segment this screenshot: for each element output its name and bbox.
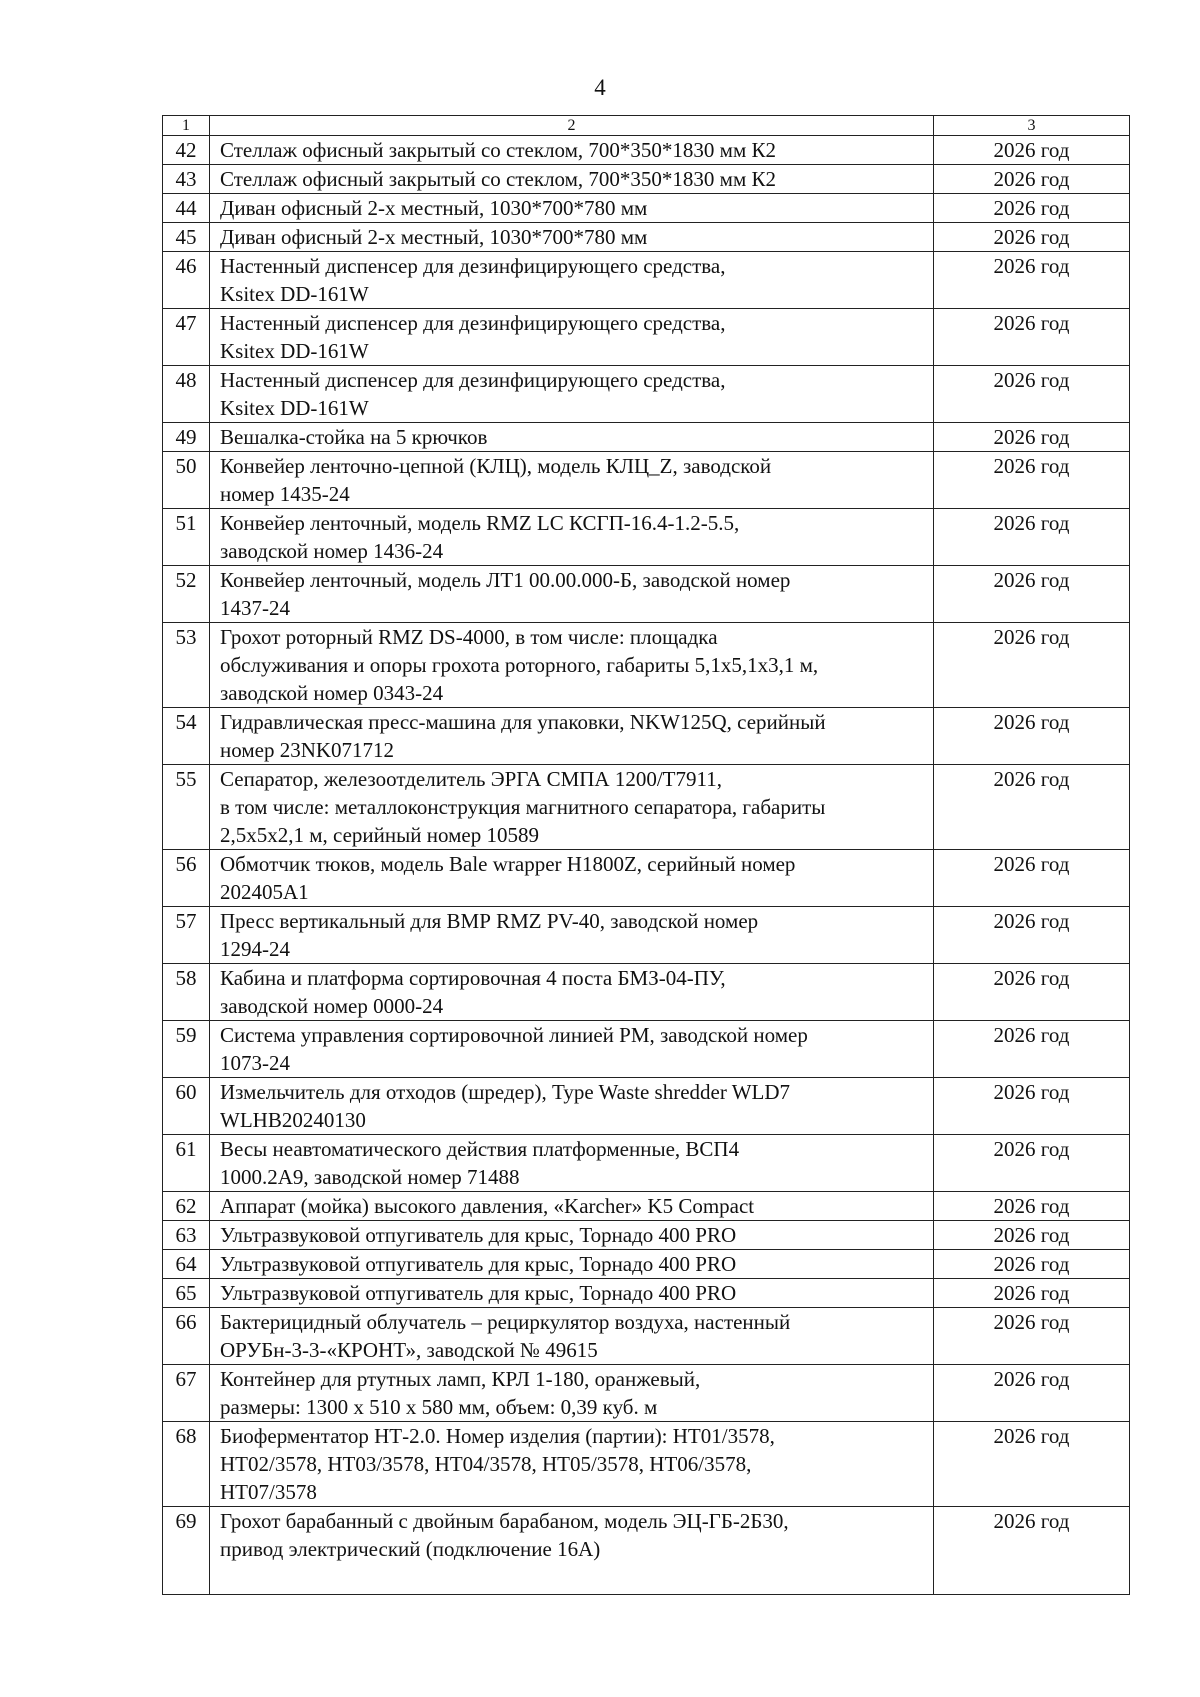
table-row bbox=[163, 366, 1130, 423]
table-row bbox=[163, 1021, 1130, 1078]
item-name-cell bbox=[210, 452, 934, 509]
row-number-cell: 60 bbox=[163, 1078, 210, 1135]
row-number-cell: 65 bbox=[163, 1279, 210, 1308]
row-number-cell: 53 bbox=[163, 623, 210, 708]
row-number-cell: 49 bbox=[163, 423, 210, 452]
table-row bbox=[163, 165, 1130, 194]
item-name-line: ОРУБн-3-3-«КРОНТ», заводской № 49615 bbox=[220, 1338, 598, 1362]
table-header-row bbox=[163, 116, 1130, 136]
item-name-line: Настенный диспенсер для дезинфицирующего средства, bbox=[220, 368, 726, 392]
year-cell: 2026 год bbox=[934, 1422, 1130, 1507]
table-row bbox=[163, 509, 1130, 566]
item-name-line: Ksitex DD-161W bbox=[220, 339, 369, 363]
row-number-cell: 57 bbox=[163, 907, 210, 964]
table-row bbox=[163, 423, 1130, 452]
table-row bbox=[163, 252, 1130, 309]
item-name-line: Стеллаж офисный закрытый со стеклом, 700*350*1830 мм К2 bbox=[220, 167, 777, 191]
item-name-cell bbox=[210, 165, 934, 194]
table-row bbox=[163, 907, 1130, 964]
item-name-cell bbox=[210, 907, 934, 964]
table-row bbox=[163, 1279, 1130, 1308]
year-cell: 2026 год bbox=[934, 1250, 1130, 1279]
year-cell: 2026 год bbox=[934, 309, 1130, 366]
table-row bbox=[163, 708, 1130, 765]
row-number-cell: 62 bbox=[163, 1192, 210, 1221]
item-name-line: Настенный диспенсер для дезинфицирующего средства, bbox=[220, 254, 726, 278]
item-name-cell bbox=[210, 509, 934, 566]
row-number-cell: 55 bbox=[163, 765, 210, 850]
row-number-cell: 43 bbox=[163, 165, 210, 194]
year-cell: 2026 год bbox=[934, 1507, 1130, 1595]
year-cell: 2026 год bbox=[934, 1192, 1130, 1221]
page-number: 4 bbox=[594, 75, 606, 100]
table-row bbox=[163, 1221, 1130, 1250]
row-number-cell: 58 bbox=[163, 964, 210, 1021]
item-name-cell bbox=[210, 1365, 934, 1422]
item-name-line: Система управления сортировочной линией РМ, заводской номер bbox=[220, 1023, 808, 1047]
item-name-cell bbox=[210, 1507, 934, 1595]
year-cell: 2026 год bbox=[934, 623, 1130, 708]
item-name-cell bbox=[210, 765, 934, 850]
table-row bbox=[163, 1250, 1130, 1279]
year-cell: 2026 год bbox=[934, 366, 1130, 423]
header-cell-name: 2 bbox=[210, 116, 934, 136]
item-name-cell bbox=[210, 252, 934, 309]
year-cell: 2026 год bbox=[934, 509, 1130, 566]
item-name-cell bbox=[210, 1078, 934, 1135]
row-number-cell: 48 bbox=[163, 366, 210, 423]
item-name-line: WLHB20240130 bbox=[220, 1108, 366, 1132]
table-row bbox=[163, 223, 1130, 252]
row-number-cell: 67 bbox=[163, 1365, 210, 1422]
row-number-cell: 69 bbox=[163, 1507, 210, 1595]
table-row bbox=[163, 136, 1130, 165]
row-number-cell: 52 bbox=[163, 566, 210, 623]
header-cell-number: 1 bbox=[163, 116, 210, 136]
item-name-cell bbox=[210, 423, 934, 452]
year-cell: 2026 год bbox=[934, 1021, 1130, 1078]
year-cell: 2026 год bbox=[934, 907, 1130, 964]
year-cell: 2026 год bbox=[934, 1221, 1130, 1250]
table-row bbox=[163, 1422, 1130, 1507]
item-name-line: заводской номер 1436-24 bbox=[220, 539, 444, 563]
item-name-cell bbox=[210, 1135, 934, 1192]
item-name-cell bbox=[210, 566, 934, 623]
item-name-line: 1073-24 bbox=[220, 1051, 290, 1075]
item-name-line: Настенный диспенсер для дезинфицирующего средства, bbox=[220, 311, 726, 335]
row-number-cell: 44 bbox=[163, 194, 210, 223]
item-name-line: Весы неавтоматического действия платформенные, ВСП4 bbox=[220, 1137, 740, 1161]
table-row bbox=[163, 452, 1130, 509]
table-row bbox=[163, 309, 1130, 366]
year-cell: 2026 год bbox=[934, 165, 1130, 194]
row-number-cell: 66 bbox=[163, 1308, 210, 1365]
year-cell: 2026 год bbox=[934, 136, 1130, 165]
table-row bbox=[163, 1192, 1130, 1221]
item-name-line: Диван офисный 2-х местный, 1030*700*780 мм bbox=[220, 196, 648, 220]
year-cell: 2026 год bbox=[934, 850, 1130, 907]
item-name-line: Ksitex DD-161W bbox=[220, 396, 369, 420]
table-row bbox=[163, 623, 1130, 708]
item-name-line: заводской номер 0343-24 bbox=[220, 681, 444, 705]
item-name-line: Контейнер для ртутных ламп, КРЛ 1-180, оранжевый, bbox=[220, 1367, 701, 1391]
year-cell: 2026 год bbox=[934, 708, 1130, 765]
item-name-cell bbox=[210, 623, 934, 708]
table-row bbox=[163, 964, 1130, 1021]
row-number-cell: 50 bbox=[163, 452, 210, 509]
item-name-line: Гидравлическая пресс-машина для упаковки, NKW125Q, серийный bbox=[220, 710, 826, 734]
year-cell: 2026 год bbox=[934, 1078, 1130, 1135]
year-cell: 2026 год bbox=[934, 194, 1130, 223]
item-name-line: Кабина и платформа сортировочная 4 поста БМЗ-04-ПУ, bbox=[220, 966, 726, 990]
item-name-line: 2,5х5х2,1 м, серийный номер 10589 bbox=[220, 823, 539, 847]
row-number-cell: 59 bbox=[163, 1021, 210, 1078]
item-name-cell bbox=[210, 1221, 934, 1250]
item-name-line: Биоферментатор НТ-2.0. Номер изделия (партии): НТ01/3578, bbox=[220, 1424, 775, 1448]
item-name-line: Обмотчик тюков, модель Bale wrapper H1800Z, серийный номер bbox=[220, 852, 796, 876]
item-name-cell bbox=[210, 1422, 934, 1507]
item-name-line: Измельчитель для отходов (шредер), Type Waste shredder WLD7 bbox=[220, 1080, 791, 1104]
item-name-line: обслуживания и опоры грохота роторного, габариты 5,1х5,1х3,1 м, bbox=[220, 653, 819, 677]
item-name-line: размеры: 1300 х 510 х 580 мм, объем: 0,39 куб. м bbox=[220, 1395, 658, 1419]
item-name-line: Ультразвуковой отпугиватель для крыс, Торнадо 400 PRO bbox=[220, 1252, 737, 1276]
item-name-line: Грохот барабанный с двойным барабаном, модель ЭЦ-ГБ-2Б30, bbox=[220, 1509, 789, 1533]
row-number-cell: 51 bbox=[163, 509, 210, 566]
item-name-line: Конвейер ленточно-цепной (КЛЦ), модель КЛЦ_Z, заводской bbox=[220, 454, 772, 478]
item-name-cell bbox=[210, 223, 934, 252]
year-cell: 2026 год bbox=[934, 252, 1130, 309]
year-cell: 2026 год bbox=[934, 765, 1130, 850]
item-name-line: Ультразвуковой отпугиватель для крыс, Торнадо 400 PRO bbox=[220, 1223, 737, 1247]
year-cell: 2026 год bbox=[934, 452, 1130, 509]
table-row bbox=[163, 1365, 1130, 1422]
table-body bbox=[163, 116, 1130, 1595]
item-name-line: Ksitex DD-161W bbox=[220, 282, 369, 306]
item-name-line: заводской номер 0000-24 bbox=[220, 994, 444, 1018]
row-number-cell: 56 bbox=[163, 850, 210, 907]
row-number-cell: 63 bbox=[163, 1221, 210, 1250]
item-name-line: 1294-24 bbox=[220, 937, 290, 961]
equipment-table bbox=[162, 115, 1130, 1595]
item-name-line: Грохот роторный RMZ DS-4000, в том числе: площадка bbox=[220, 625, 718, 649]
item-name-line: привод электрический (подключение 16А) bbox=[220, 1537, 601, 1561]
item-name-cell bbox=[210, 366, 934, 423]
item-name-cell bbox=[210, 1192, 934, 1221]
row-number-cell: 68 bbox=[163, 1422, 210, 1507]
row-number-cell: 64 bbox=[163, 1250, 210, 1279]
item-name-line: Пресс вертикальный для ВМР RMZ PV-40, заводской номер bbox=[220, 909, 759, 933]
item-name-cell bbox=[210, 1250, 934, 1279]
year-cell: 2026 год bbox=[934, 1365, 1130, 1422]
year-cell: 2026 год bbox=[934, 223, 1130, 252]
item-name-line: НТ02/3578, НТ03/3578, НТ04/3578, НТ05/3578, НТ06/3578, bbox=[220, 1452, 752, 1476]
year-cell: 2026 год bbox=[934, 566, 1130, 623]
item-name-line: Аппарат (мойка) высокого давления, «Karcher» K5 Compact bbox=[220, 1194, 755, 1218]
year-cell: 2026 год bbox=[934, 423, 1130, 452]
row-number-cell: 54 bbox=[163, 708, 210, 765]
item-name-line: Конвейер ленточный, модель ЛТ1 00.00.000-Б, заводской номер bbox=[220, 568, 791, 592]
item-name-line: Бактерицидный облучатель – рециркулятор воздуха, настенный bbox=[220, 1310, 791, 1334]
item-name-cell bbox=[210, 309, 934, 366]
item-name-line: Вешалка-стойка на 5 крючков bbox=[220, 425, 488, 449]
year-cell: 2026 год bbox=[934, 1308, 1130, 1365]
item-name-line: 202405A1 bbox=[220, 880, 309, 904]
item-name-line: Диван офисный 2-х местный, 1030*700*780 мм bbox=[220, 225, 648, 249]
item-name-cell bbox=[210, 136, 934, 165]
table-row bbox=[163, 1507, 1130, 1595]
item-name-cell bbox=[210, 964, 934, 1021]
row-number-cell: 42 bbox=[163, 136, 210, 165]
row-number-cell: 46 bbox=[163, 252, 210, 309]
year-cell: 2026 год bbox=[934, 964, 1130, 1021]
item-name-cell bbox=[210, 1021, 934, 1078]
table-row bbox=[163, 1078, 1130, 1135]
item-name-cell bbox=[210, 194, 934, 223]
item-name-line: Стеллаж офисный закрытый со стеклом, 700*350*1830 мм К2 bbox=[220, 138, 777, 162]
item-name-line: НТ07/3578 bbox=[220, 1480, 317, 1504]
row-number-cell: 45 bbox=[163, 223, 210, 252]
item-name-cell bbox=[210, 1279, 934, 1308]
table-row bbox=[163, 1308, 1130, 1365]
item-name-line: Ультразвуковой отпугиватель для крыс, Торнадо 400 PRO bbox=[220, 1281, 737, 1305]
row-number-cell: 61 bbox=[163, 1135, 210, 1192]
table-row bbox=[163, 566, 1130, 623]
item-name-line: 1437-24 bbox=[220, 596, 290, 620]
table-row bbox=[163, 765, 1130, 850]
item-name-line: номер 1435-24 bbox=[220, 482, 350, 506]
item-name-line: Сепаратор, железоотделитель ЭРГА СМПА 1200/Т7911, bbox=[220, 767, 722, 791]
item-name-line: Конвейер ленточный, модель RMZ LC КСГП-16.4-1.2-5.5, bbox=[220, 511, 740, 535]
item-name-cell bbox=[210, 850, 934, 907]
item-name-line: номер 23NK071712 bbox=[220, 738, 395, 762]
year-cell: 2026 год bbox=[934, 1279, 1130, 1308]
year-cell: 2026 год bbox=[934, 1135, 1130, 1192]
item-name-line: в том числе: металлоконструкция магнитного сепаратора, габариты bbox=[220, 795, 826, 819]
item-name-cell bbox=[210, 708, 934, 765]
table-row bbox=[163, 1135, 1130, 1192]
header-cell-year: 3 bbox=[934, 116, 1130, 136]
item-name-line: 1000.2А9, заводской номер 71488 bbox=[220, 1165, 520, 1189]
item-name-cell bbox=[210, 1308, 934, 1365]
table-row bbox=[163, 850, 1130, 907]
table-row bbox=[163, 194, 1130, 223]
row-number-cell: 47 bbox=[163, 309, 210, 366]
